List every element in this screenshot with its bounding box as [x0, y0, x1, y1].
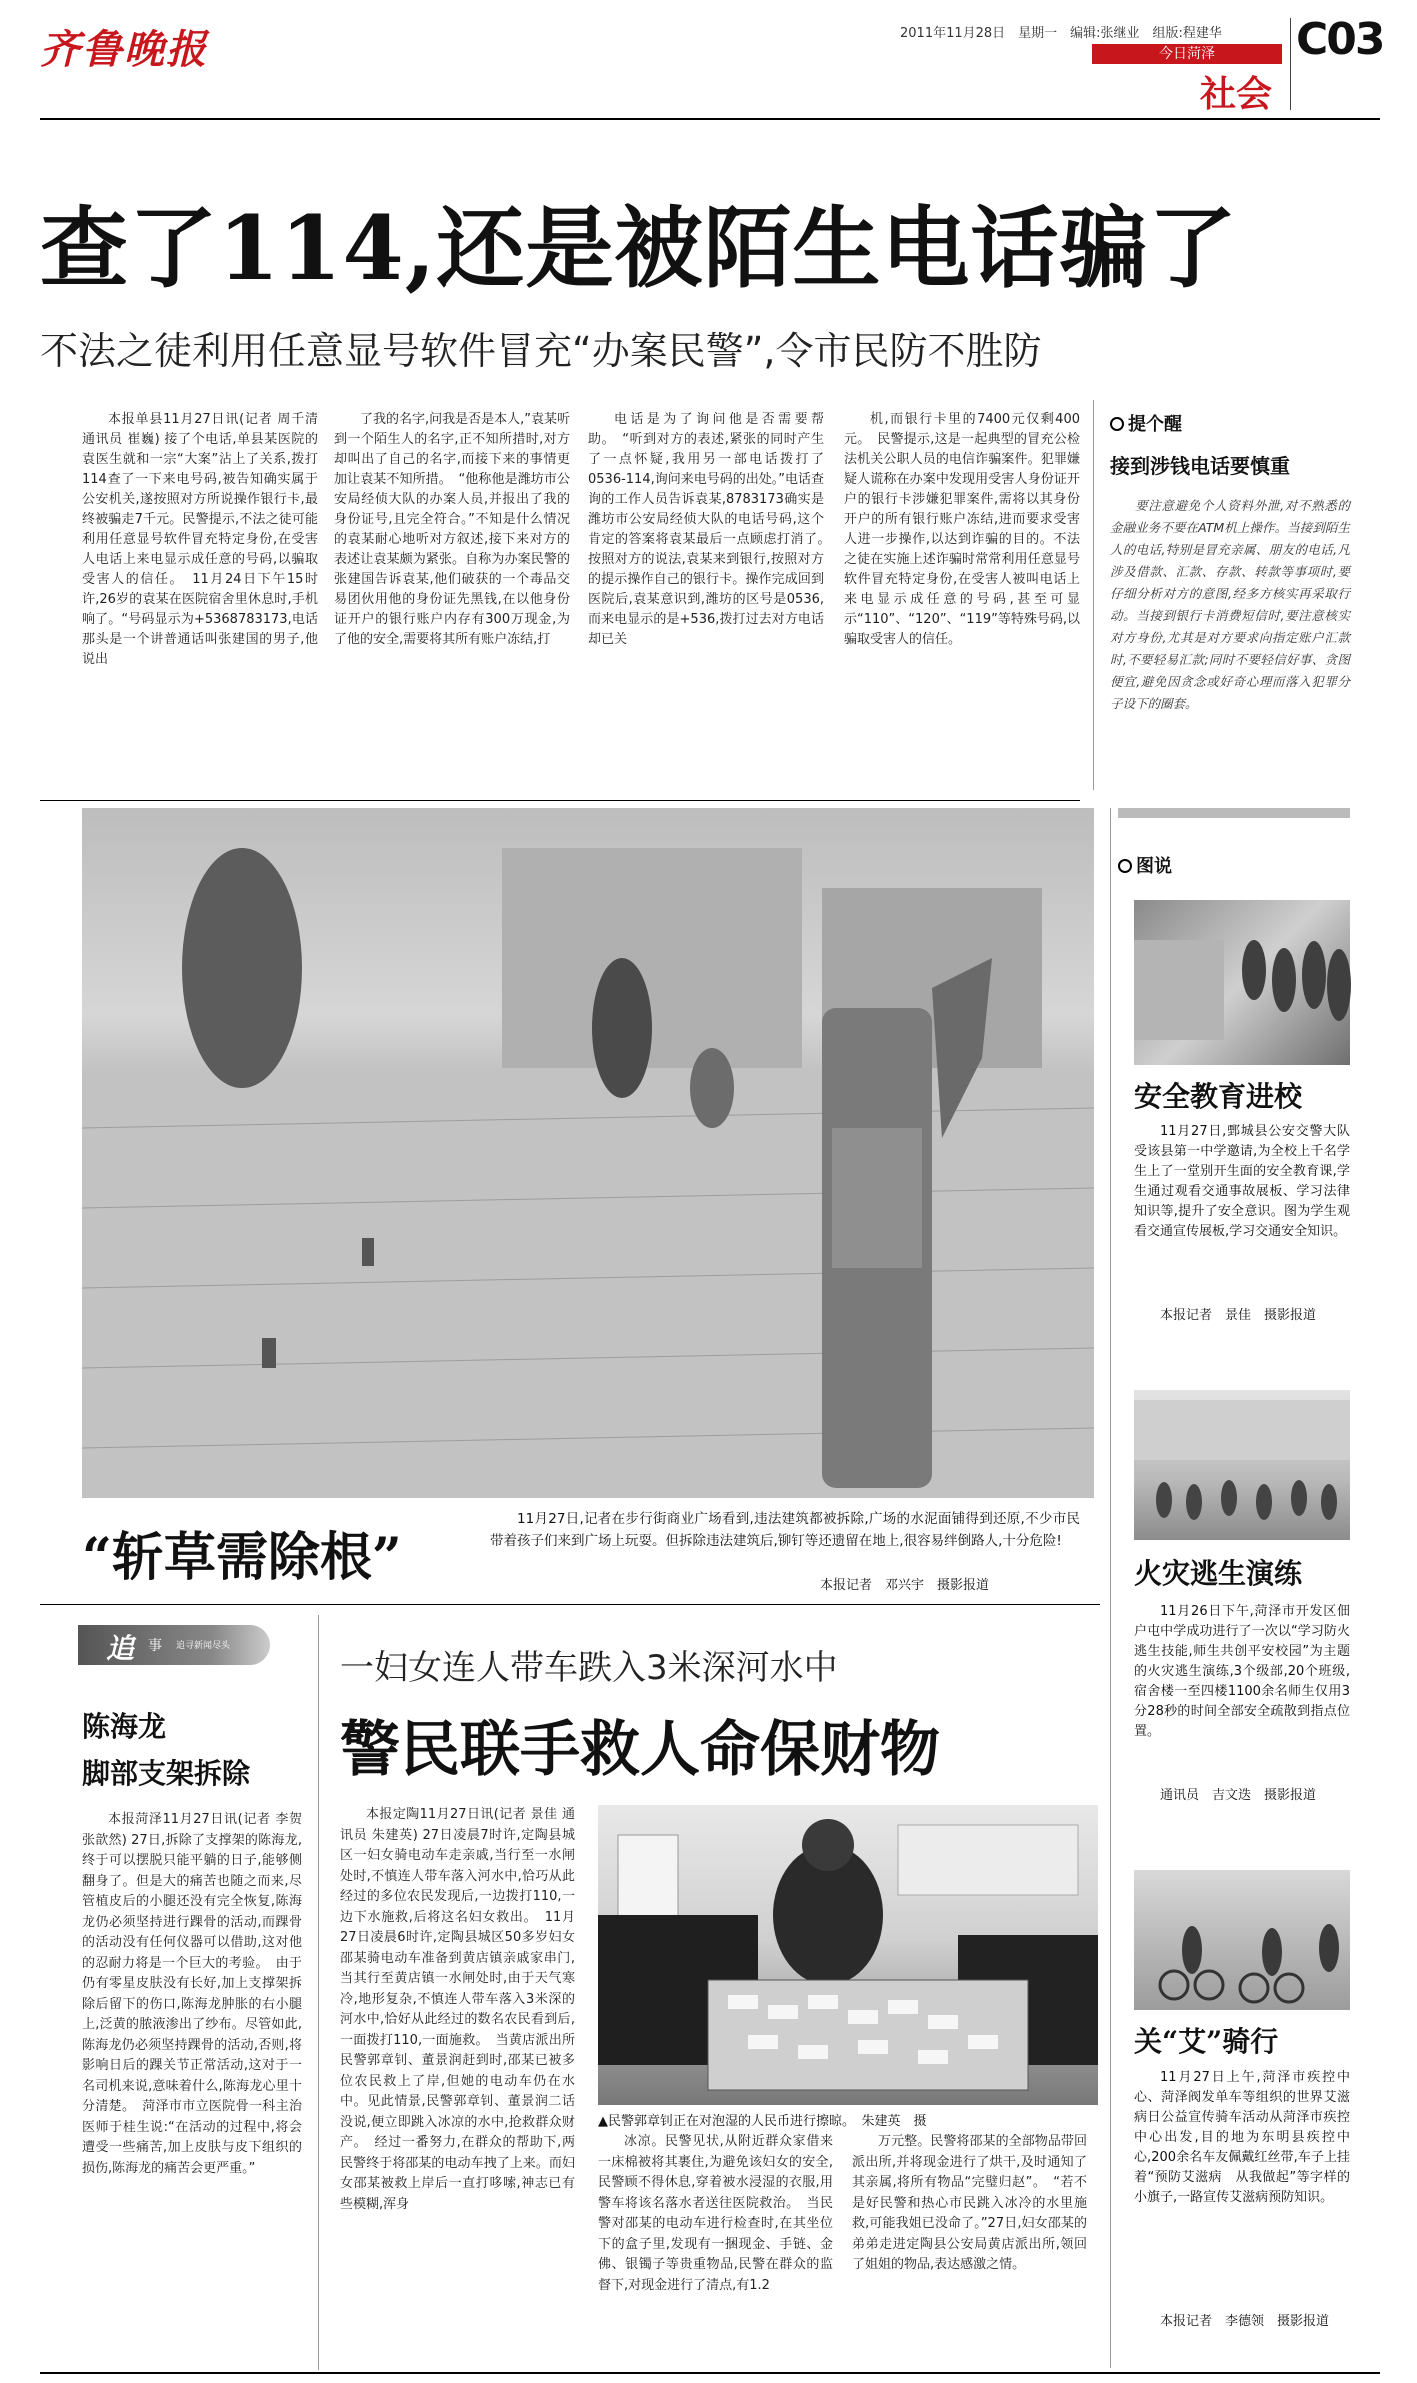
- page-code: C03: [1296, 14, 1384, 65]
- sidebar-story-2-body: 11月26日下午,菏泽市开发区佃户屯中学成功进行了一次以“学习防火逃生技能,师生共创平安校园”为主题的火灾逃生演练,3个级部,20个班级,宿舍楼一至四楼1100余名师生仅用3分28秒的时间全部安全疏散到指点位置。: [1134, 1604, 1350, 1739]
- page-bottom-rule: [40, 2372, 1380, 2374]
- lead-column-3: 电话是为了询问他是否需要帮助。 “听到对方的表述,紧张的同时产生了一点怀疑,我用另一部电话拨打了0536-114,询问来电号码的出处。”电话查询的工作人员告诉袁某,8783173确实是潍坊市公安局经侦大队的电话号码,这个肯定的答案将袁某最后一点顾虑打消了。 按照对方的说法,袁某来到银行,按照对方的提示操作自己的银行卡。操作完成回到医院后,袁某意识到,潍坊的区号是0536,而来电显示的是+536,拨打过去对方电话却已关: [588, 412, 838, 647]
- section-name: 社会: [1200, 73, 1273, 115]
- lead-bottom-rule: [40, 800, 1080, 801]
- sidebar-story-1-credit: 本报记者 景佳 摄影报道: [1160, 1308, 1317, 1323]
- sidebar-photo-2: [1134, 1390, 1350, 1540]
- sidebar-story-2-credit: 通讯员 吉文迭 摄影报道: [1160, 1788, 1317, 1803]
- sidebar-divider: [1110, 808, 1111, 2368]
- tip-body: 要注意避免个人资料外泄,对不熟悉的金融业务不要在ATM机上操作。当接到陌生人的电话,特别是冒充亲属、朋友的电话,凡涉及借款、汇款、存款、转款等事项时,要仔细分析对方的意图,经多方核实再采取行动。当接到银行卡消费短信时,要注意核实对方身份,尤其是对方要求向指定账户汇款时,不要轻易汇款;同时不要轻信好事、贪图便宜,避免因贪念或好奇心理而落入犯罪分子设下的圈套。: [1110, 498, 1350, 711]
- sidebar-story-3-title: 关“艾”骑行: [1134, 2025, 1279, 2058]
- photo-feature-title: “斩草需除根”: [82, 1527, 402, 1588]
- rescue-column-3: 万元整。民警将邵某的全部物品带回派出所,并将现金进行了烘干,及时通知了其亲属,将所有物品“完璧归赵”。 “若不是好民警和热心市民跳入冰冷的水里施救,可能我姐已没命了。”27日,妇女邵某的弟弟走进定陶县公安局黄店派出所,领回了姐姐的物品,表达感激之情。: [852, 2134, 1087, 2272]
- sidebar-top-bar: [1118, 808, 1350, 818]
- rescue-headline: 警民联手救人命保财物: [340, 1715, 940, 1785]
- followup-title-line-2: 脚部支架拆除: [82, 1757, 251, 1790]
- lead-column-4: 机,而银行卡里的7400元仅剩400元。 民警提示,这是一起典型的冒充公检法机关公职人员的电信诈骗案件。犯罪嫌疑人谎称在办案中发现用受害人身份证开户的银行卡涉嫌犯罪案件,需将以其身份开户的所有银行账户冻结,进而要求受害人进一步操作,以达到诈骗的目的。不法之徒在实施上述诈骗时常常利用任意显号软件冒充特定身份,在受害人被叫电话上来电显示成任意的号码,甚至可显示“110”、“120”、“119”等特殊号码,以骗取受害人的信任。: [844, 412, 1080, 647]
- sidebar-photo-1: [1134, 900, 1350, 1065]
- rescue-photo-caption: ▲民警郭章钊正在对泡湿的人民币进行擦晾。 朱建英 摄: [598, 2114, 927, 2129]
- photo-feature-credit: 本报记者 邓兴宇 摄影报道: [820, 1578, 990, 1593]
- sidebar-label-icon: [1118, 859, 1132, 873]
- followup-badge-char: 追: [106, 1632, 135, 1665]
- sidebar-story-1-body: 11月27日,鄄城县公安交警大队受该县第一中学邀请,为全校上千名学生上了一堂别开生面的安全教育课,学生通过观看交通事故展板、学习法律知识等,提升了安全意识。图为学生观看交通宣传展板,学习交通安全知识。: [1134, 1124, 1350, 1239]
- photo-bottom-rule: [40, 1604, 1100, 1605]
- followup-divider: [318, 1615, 319, 2370]
- date-line: 2011年11月28日 星期一 编辑:张继业 组版:程建华: [900, 26, 1222, 41]
- sidebar-story-3-credit: 本报记者 李德领 摄影报道: [1160, 2314, 1330, 2329]
- tip-label: 提个醒: [1110, 410, 1350, 436]
- tip-divider: [1093, 400, 1094, 790]
- lead-column-1: 本报单县11月27日讯(记者 周千清 通讯员 崔巍) 接了个电话,单县某医院的袁医生就和一宗“大案”沾上了关系,拨打114查了一下来电号码,被告知确实属于公安机关,遂按照对方所说操作银行卡,最终被骗走7千元。民警提示,不法之徒可能利用任意显号软件冒充特定身份,在受害人电话上来电显示成任意的号码,以骗取受害人的信任。 11月24日下午15时许,26岁的袁某在医院宿舍里休息时,手机响了。“号码显示为+5368783173,电话那头是一个讲普通话叫张建国的男子,他说出: [82, 412, 318, 667]
- sidebar-label: 图说: [1118, 852, 1172, 878]
- tip-icon: [1110, 417, 1124, 431]
- sidebar-photo-3: [1134, 1870, 1350, 2010]
- lead-headline: 查了114,还是被陌生电话骗了: [40, 196, 1238, 300]
- rescue-kicker: 一妇女连人带车跌入3米深河水中: [340, 1648, 838, 1688]
- rescue-photo: [598, 1805, 1098, 2105]
- photo-feature-caption: 11月27日,记者在步行街商业广场看到,违法建筑都被拆除,广场的水泥面铺得到还原,不少市民带着孩子们来到广场上玩耍。但拆除违法建筑后,铆钉等还遗留在地上,很容易绊倒路人,十分危险!: [490, 1511, 1080, 1549]
- main-photo-art: [82, 808, 1094, 1498]
- followup-body: 本报菏泽11月27日讯(记者 李贺 张歆然) 27日,拆除了支撑架的陈海龙,终于可以摆脱只能平躺的日子,能够侧翻身了。但是大的痛苦也随之而来,尽管植皮后的小腿还没有完全恢复,陈海龙仍必须坚持进行踝骨的活动,而踝骨的活动没有任何仪器可以借助,这对他的忍耐力将是一个巨大的考验。 由于仍有零星皮肤没有长好,加上支撑架拆除后留下的伤口,陈海龙肿胀的右小腿上,泛黄的脓液渗出了纱布。尽管如此,陈海龙仍必须坚持踝骨的活动,否则,将影响日后的踝关节正常活动,这对于一名司机来说,意味着什么,陈海龙心里十分清楚。 菏泽市市立医院骨一科主治医师于桂生说:“在活动的过程中,将会遭受一些痛苦,加上皮肤与皮下组织的损伤,陈海龙的痛苦会更严重。”: [82, 1812, 302, 2176]
- lead-column-2: 了我的名字,问我是否是本人,”袁某听到一个陌生人的名字,正不知所措时,对方却叫出了自己的名字,而接下来的事情更加让袁某不知所措。 “他称他是潍坊市公安局经侦大队的办案人员,并报出了我的身份证号,且完全符合。”不知是什么情况的袁某耐心地听对方叙述,接下来对方的表述让袁某颇为紧张。自称为办案民警的张建国告诉袁某,他们破获的一个毒品交易团伙用他的身份证先黑钱,在以他身份证开户的银行账户内存有300万现金,为了他的安全,需要将其所有账户冻结,打: [334, 412, 570, 647]
- sidebar-story-1-title: 安全教育进校: [1134, 1080, 1303, 1113]
- followup-badge-text: 事: [148, 1638, 162, 1654]
- lead-subhead: 不法之徒利用任意显号软件冒充“办案民警”,令市民防不胜防: [40, 329, 1042, 373]
- masthead-rule: [40, 118, 1380, 120]
- followup-badge-sub: 追寻新闻尽头: [176, 1641, 231, 1651]
- paper-name: 齐鲁晚报: [40, 26, 208, 73]
- sidebar-story-2-title: 火灾逃生演练: [1134, 1557, 1303, 1590]
- rescue-column-2: 冰凉。民警见状,从附近群众家借来一床棉被将其裹住,为避免该妇女的安全,民警顾不得休息,穿着被水浸湿的衣服,用警车将该名落水者送往医院救治。 当民警对邵某的电动车进行检查时,在其坐位下的盒子里,发现有一捆现金、手链、金佛、银镯子等贵重物品,民警在群众的监督下,对现金进行了清点,有1.2: [598, 2134, 833, 2293]
- rescue-column-1: 本报定陶11月27日讯(记者 景佳 通讯员 朱建英) 27日凌晨7时许,定陶县城区一妇女骑电动车走亲戚,当行至一水闸处时,不慎连人带车落入河水中,恰巧从此经过的多位农民发现后,一边拨打110,一边下水施救,后将这名妇女救出。 11月27日凌晨6时许,定陶县城区50多岁妇女邵某骑电动车准备到黄店镇亲戚家串门,当其行至黄店镇一水闸处时,由于天气寒冷,地形复杂,不慎连人带车落入3米深的河水中,恰好从此经过的数名农民看到后,一面拨打110,一面施救。 当黄店派出所民警郭章钊、董景润赶到时,邵某已被多位农民救上了岸,但她的电动车仍在水中。见此情景,民警郭章钊、董景润二话没说,便立即跳入冰凉的水中,抢救群众财产。 经过一番努力,在群众的帮助下,两民警终于将邵某的电动车拽了上来。而妇女邵某被救上岸后一直打哆嗦,神志已有些模糊,浑身: [340, 1807, 575, 2212]
- section-tag: 今日菏泽: [1092, 44, 1282, 64]
- main-photo: [82, 808, 1094, 1498]
- sidebar-story-3-body: 11月27日上午,菏泽市疾控中心、菏泽阀发单车等组织的世界艾滋病日公益宣传骑车活动从菏泽市疾控中心出发,目的地为东明县疾控中心,200余名车友佩戴红丝带,车子上挂着“预防艾滋病 从我做起”等字样的小旗子,一路宣传艾滋病预防知识。: [1134, 2070, 1350, 2205]
- tip-title: 接到涉钱电话要慎重: [1110, 454, 1290, 478]
- followup-badge: [78, 1625, 270, 1665]
- followup-title-line-1: 陈海龙: [82, 1710, 167, 1743]
- masthead-divider: [1290, 18, 1291, 110]
- tip-box: [1110, 410, 1350, 790]
